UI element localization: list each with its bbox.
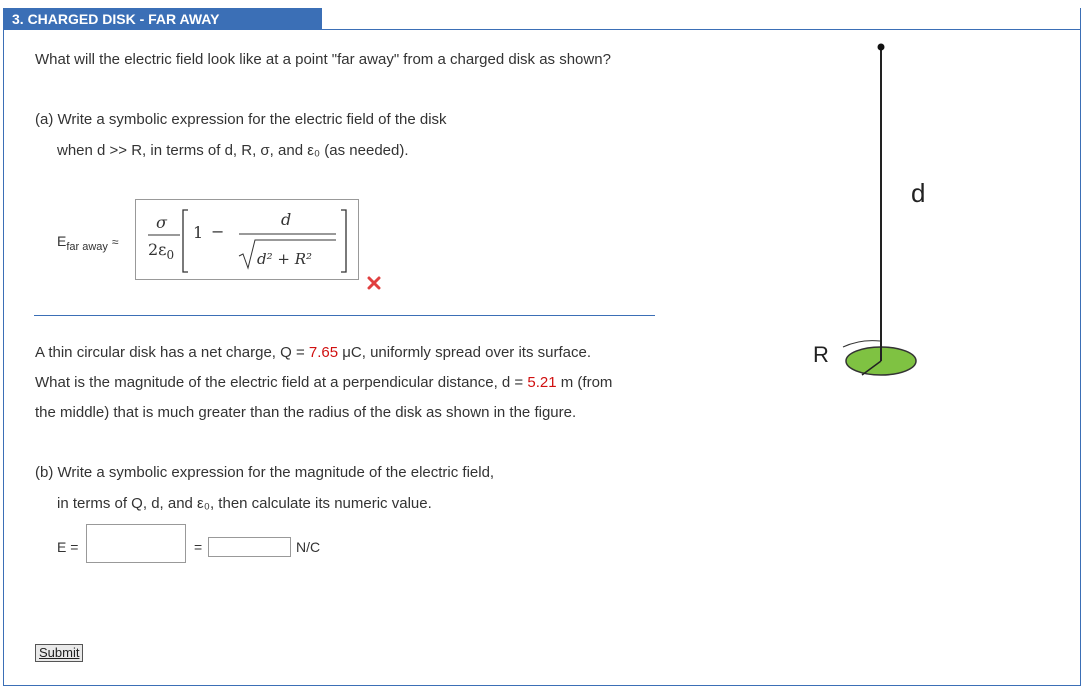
section-divider — [34, 315, 655, 316]
label-R: R — [813, 342, 829, 367]
submit-button[interactable]: Submit — [35, 644, 83, 662]
left-bracket — [183, 210, 188, 272]
symbolic-answer-input[interactable] — [86, 524, 186, 563]
given-line1: A thin circular disk has a net charge, Q = 7.65 μC, uniformly spread over its surface. — [35, 344, 591, 361]
title-underline — [322, 29, 1081, 30]
formula-radicand: d² + R² — [257, 250, 313, 268]
answer-formula — [136, 200, 358, 279]
charge-value: 7.65 — [308, 344, 339, 361]
formula-minus: − — [211, 222, 225, 241]
question-text: What will the electric field look like at a point "far away" from a charged disk as shown? — [35, 51, 611, 68]
e-symbol: E — [57, 233, 67, 249]
part-a-answer-box[interactable] — [135, 199, 359, 280]
part-b-prompt-line2: in terms of Q, d, and ε₀, then calculate its numeric value. — [57, 495, 432, 512]
charged-disk-figure — [800, 35, 940, 385]
label-d: d — [911, 178, 926, 208]
far-away-subscript: far away — [66, 240, 108, 253]
formula-d: d — [281, 210, 292, 229]
part-a-prompt-line1: (a) Write a symbolic expression for the electric field of the disk — [35, 111, 447, 128]
approx-symbol: ≈ — [111, 235, 119, 249]
e-equals-label: E = — [57, 539, 79, 555]
formula-sigma: σ — [156, 213, 167, 232]
given-line3: the middle) that is much greater than the radius of the disk as shown in the figure. — [35, 404, 577, 421]
problem-title: 3. CHARGED DISK - FAR AWAY — [3, 8, 322, 30]
given-line2: What is the magnitude of the electric field at a perpendicular distance, d = 5.21 m (from — [35, 374, 613, 391]
right-bracket — [341, 210, 346, 272]
formula-two-epsilon: $2\varepsilon_0$ — [148, 240, 175, 262]
formula-one: 1 — [193, 223, 204, 242]
part-b-prompt-line1: (b) Write a symbolic expression for the magnitude of the electric field, — [35, 464, 495, 481]
radius-pointer — [843, 341, 880, 347]
incorrect-x-icon — [367, 276, 381, 290]
distance-value: 5.21 — [527, 374, 557, 391]
numeric-answer-input[interactable] — [208, 537, 291, 557]
unit-label: N/C — [296, 539, 321, 555]
field-point — [878, 44, 885, 51]
equals-sign: = — [194, 539, 203, 555]
part-a-prompt-line2: when d >> R, in terms of d, R, σ, and ε₀ (as needed). — [57, 142, 409, 159]
e-far-away-label — [57, 233, 118, 253]
